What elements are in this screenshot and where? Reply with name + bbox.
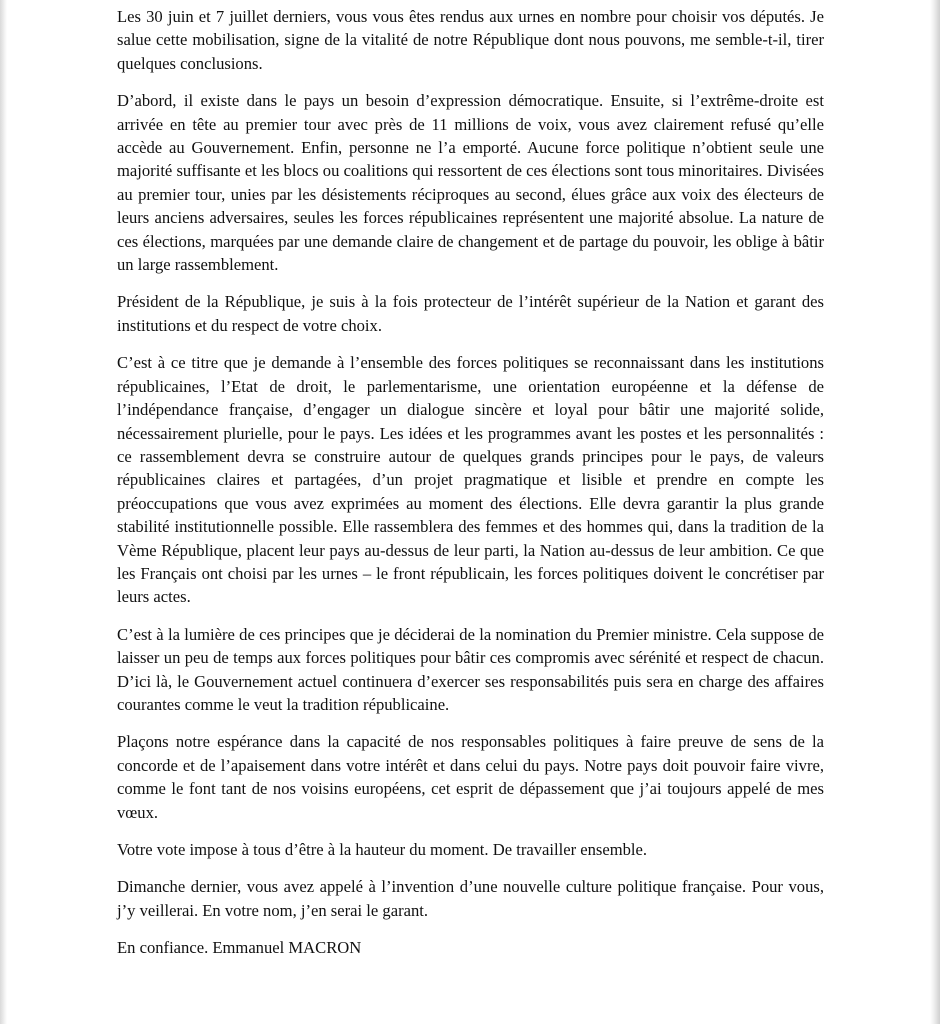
paragraph-conclusions: D’abord, il existe dans le pays un besoin d’expression démocratique. Ensuite, si l’extrême-droite est arrivée en tête au premier tour avec près de 11 millions de voix, vous avez clairement refusé qu’elle accède au Gouvernement. Enfin, personne ne l’a emporté. Aucune force politique n’obtient seule une majorité suffisante et les blocs ou coalitions qui ressortent de ces élections sont tous minoritaires. Divisées au premier tour, unies par les désistements réciproques au second, élues grâce aux voix des électeurs de leurs anciens adversaires, seules les forces républicaines représentent une majorité absolue. La nature de ces élections, marquées par une demande claire de changement et de partage du pouvoir, les oblige à bâtir un large rassemblement. (117, 91, 824, 275)
page-edge-shadow-right (930, 0, 940, 1024)
paragraph-president-role: Président de la République, je suis à la fois protecteur de l’intérêt supérieur de la Nation et garant des institutions et du respect de votre choix. (117, 292, 824, 335)
letter-body (117, 0, 824, 974)
paragraph-work-together: Votre vote impose à tous d’être à la hauteur du moment. De travailler ensemble. (117, 840, 648, 859)
letter-signature: En confiance. Emmanuel MACRON (117, 938, 362, 958)
paragraph-prime-minister-nomination: C’est à la lumière de ces principes que je déciderai de la nomination du Premier ministre. Cela suppose de laisser un peu de temps aux forces politiques pour bâtir ces compromis avec sérénité et respect de chacun. D’ici là, le Gouvernement actuel continuera d’exercer ses responsabilités puis sera en charge des affaires courantes comme le veut la tradition républicaine. (117, 624, 824, 714)
paragraph-new-political-culture: Dimanche dernier, vous avez appelé à l’invention d’une nouvelle culture politique française. Pour vous, j’y veillerai. En votre nom, j’en serai le garant. (117, 877, 824, 920)
paragraph-call-to-dialogue: C’est à ce titre que je demande à l’ensemble des forces politiques se reconnaissant dans les institutions républicaines, l’Etat de droit, le parlementarisme, une orientation européenne et la défense de l’indépendance française, d’engager un dialogue sincère et loyal pour bâtir une majorité solide, nécessairement plurielle, pour le pays. Les idées et les programmes avant les postes et les personnalités : ce rassemblement devra se construire autour de quelques grands principes pour le pays, de valeurs républicaines claires et partagées, d’un projet pragmatique et lisible et prendre en compte les préoccupations que vous avez exprimées au moment des élections. Elle devra garantir la plus grande stabilité institutionnelle possible. Elle rassemblera des femmes et des hommes qui, dans la tradition de la Vème République, placent leur pays au-dessus de leur parti, la Nation au-dessus de leur ambition. Ce que les Français ont choisi par les urnes – le front républicain, les forces politiques doivent le concrétiser par leurs actes. (117, 353, 824, 607)
page-edge-shadow-left (0, 0, 7, 1024)
paragraph-elections-summary: Les 30 juin et 7 juillet derniers, vous vous êtes rendus aux urnes en nombre pour choisir vos députés. Je salue cette mobilisation, signe de la vitalité de notre République dont nous pouvons, me semble-t-il, tirer quelques conclusions. (117, 7, 824, 73)
paragraph-hope: Plaçons notre espérance dans la capacité de nos responsables politiques à faire preuve de sens de la concorde et de l’apaisement dans votre intérêt et dans celui du pays. Notre pays doit pouvoir faire vivre, comme le font tant de nos voisins européens, cet esprit de dépassement que j’ai toujours appelé de mes vœux. (117, 732, 824, 822)
